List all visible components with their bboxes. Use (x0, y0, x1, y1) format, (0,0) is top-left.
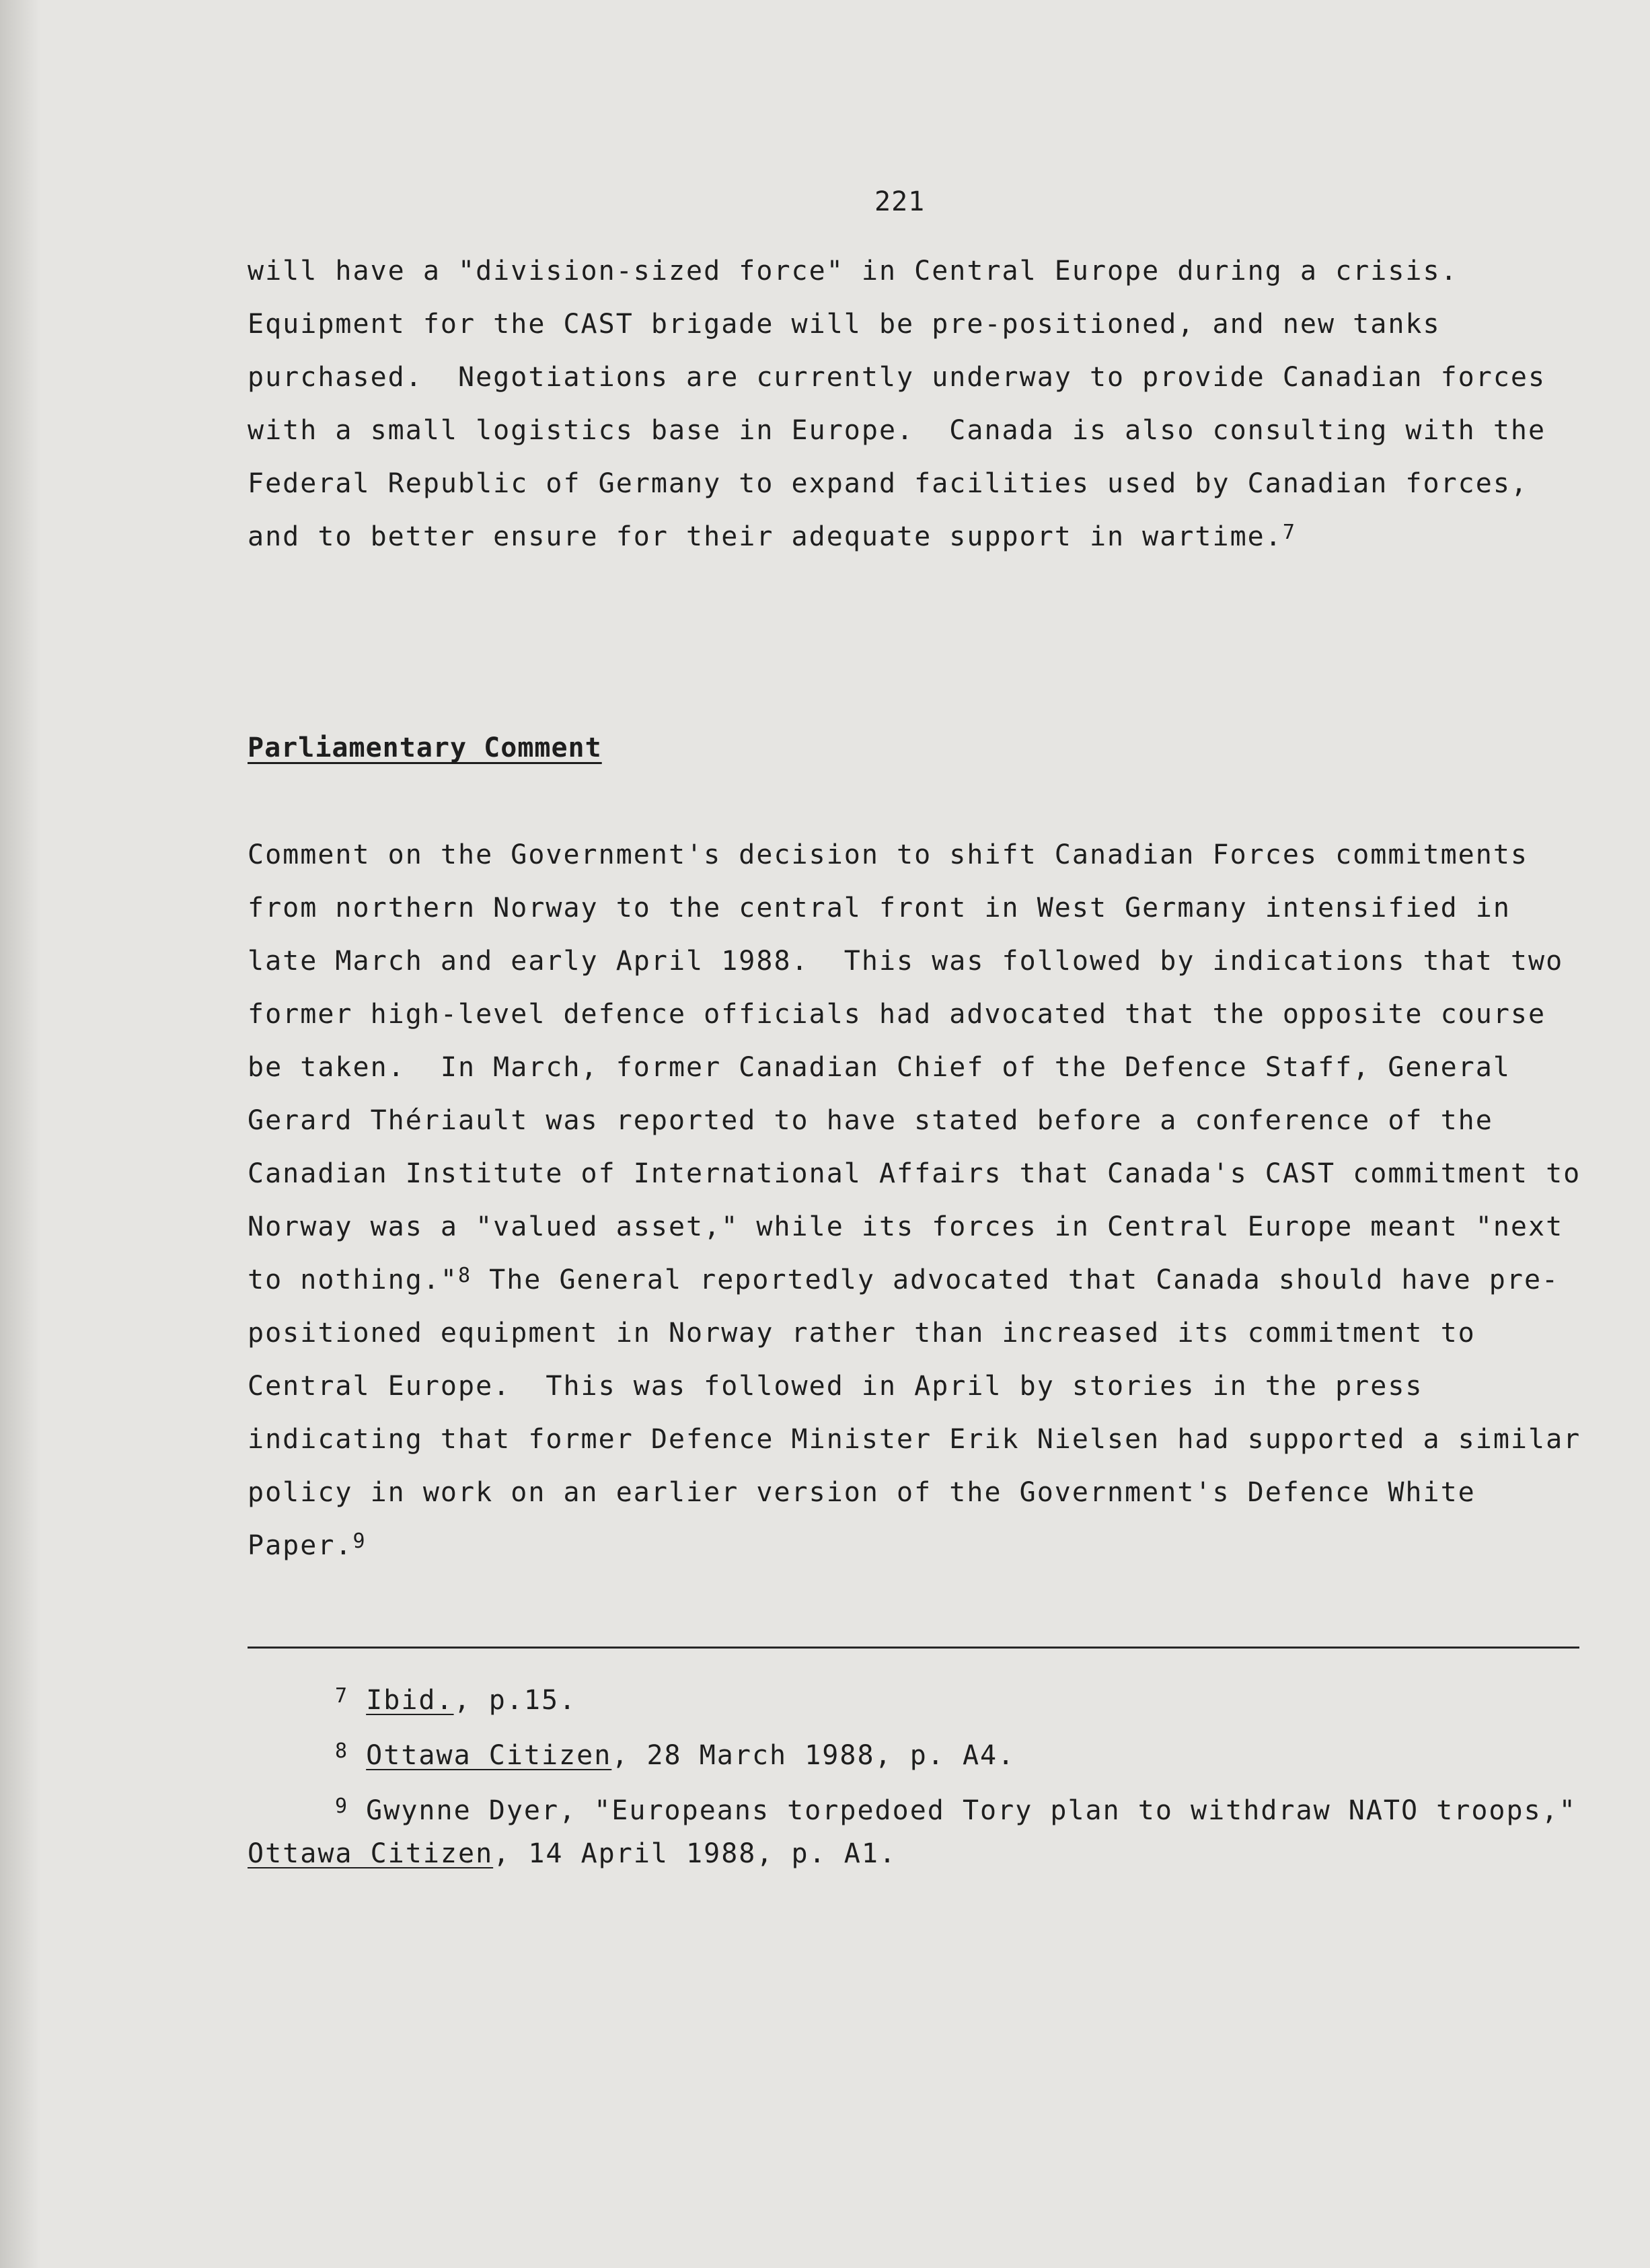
text-line: indicating that former Defence Minister Erik Nielsen had supported a similar (248, 1424, 1581, 1455)
text-fragment: The General reportedly advocated that Canada should have pre- (472, 1264, 1560, 1295)
text-line: positioned equipment in Norway rather than increased its commitment to (248, 1318, 1476, 1349)
footnote-mark: 8 (335, 1739, 349, 1763)
paragraph-2 (248, 829, 1586, 1573)
scan-edge-shadow (0, 0, 40, 2268)
footnote-ref-7: 7 (1282, 521, 1296, 544)
text-line (248, 1254, 1586, 1307)
footnote-ref-9: 9 (352, 1529, 367, 1553)
text-line: Canadian Institute of International Affairs that Canada's CAST commitment to (248, 1158, 1581, 1189)
text-line: with a small logistics base in Europe. Canada is also consulting with the (248, 415, 1546, 446)
text-line: former high-level defence officials had advocated that the opposite course (248, 999, 1546, 1030)
footnote-text: , 14 April 1988, p. A1. (493, 1838, 897, 1869)
footnote-ref-8: 8 (457, 1264, 472, 1287)
footnote-mark: 9 (335, 1794, 349, 1818)
text-line: from northern Norway to the central front in West Germany intensified in (248, 893, 1511, 923)
paragraph-1 (248, 245, 1586, 564)
footnote-source: Ottawa Citizen (366, 1740, 612, 1771)
section-heading: Parliamentary Comment (248, 732, 602, 763)
footnote-text: , p.15. (453, 1685, 577, 1716)
text-fragment: to nothing." (248, 1264, 458, 1295)
footnotes (248, 1679, 1586, 1875)
text-fragment: Paper. (248, 1530, 353, 1561)
footnote-9 (248, 1789, 1586, 1832)
footnote-divider (248, 1647, 1579, 1649)
footnote-9-continued (248, 1832, 1586, 1875)
text-line (248, 1519, 1586, 1573)
footnote-7 (248, 1679, 1586, 1722)
text-line (248, 511, 1586, 564)
footnote-source: Ibid. (366, 1685, 454, 1716)
text-line: Comment on the Government's decision to shift Canadian Forces commitments (248, 839, 1528, 870)
text-line: Federal Republic of Germany to expand facilities used by Canadian forces, (248, 468, 1528, 499)
text-line: policy in work on an earlier version of the Government's Defence White (248, 1477, 1476, 1508)
text-line: Gerard Thériault was reported to have stated before a conference of the (248, 1105, 1493, 1136)
text-line: Central Europe. This was followed in April by stories in the press (248, 1371, 1423, 1402)
text-line: be taken. In March, former Canadian Chief of the Defence Staff, General (248, 1052, 1511, 1083)
footnote-text: Gwynne Dyer, "Europeans torpedoed Tory plan to withdraw NATO troops," (366, 1795, 1577, 1826)
footnote-8 (248, 1734, 1586, 1777)
page-number: 221 (874, 186, 926, 217)
text-line: Equipment for the CAST brigade will be pre-positioned, and new tanks (248, 309, 1441, 340)
footnote-source: Ottawa Citizen (248, 1838, 494, 1869)
footnote-text: , 28 March 1988, p. A4. (611, 1740, 1016, 1771)
text-line: late March and early April 1988. This was followed by indications that two (248, 946, 1564, 977)
text-line: purchased. Negotiations are currently underway to provide Canadian forces (248, 362, 1546, 393)
text-line: Norway was a "valued asset," while its forces in Central Europe meant "next (248, 1211, 1564, 1242)
text-line: will have a "division-sized force" in Central Europe during a crisis. (248, 256, 1458, 287)
footnote-mark: 7 (335, 1684, 349, 1708)
text-fragment: and to better ensure for their adequate support in wartime. (248, 521, 1283, 552)
